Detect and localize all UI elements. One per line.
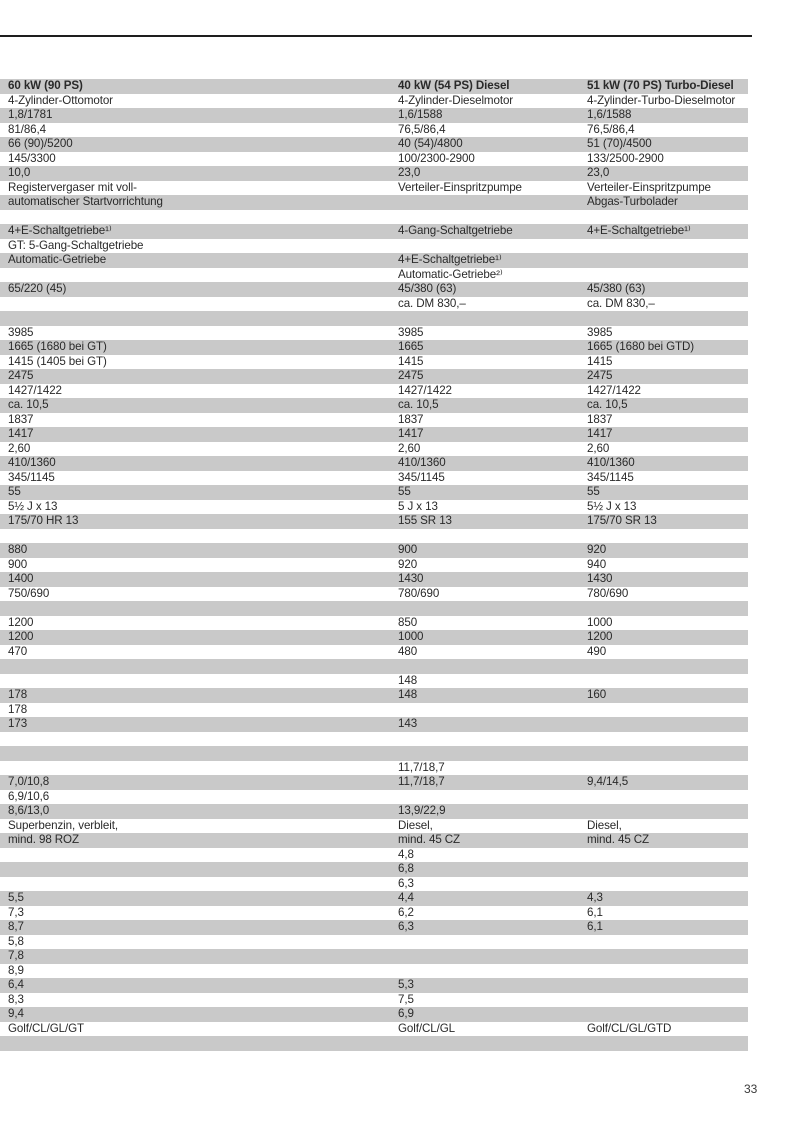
table-row <box>0 659 748 674</box>
table-row <box>0 674 748 689</box>
table-cell: Automatic-Getriebe²⁾ <box>398 267 503 281</box>
table-cell: 143 <box>398 717 418 730</box>
table-cell: 1000 <box>398 630 424 643</box>
table-cell: 148 <box>398 688 418 701</box>
table-row <box>0 471 748 486</box>
table-cell: 11,7/18,7 <box>398 775 445 788</box>
table-cell: 40 kW (54 PS) Diesel <box>398 79 510 92</box>
table-cell: 1427/1422 <box>8 383 62 397</box>
table-row <box>0 688 748 703</box>
table-row <box>0 703 748 718</box>
table-row <box>0 442 748 457</box>
table-row <box>0 790 748 805</box>
table-row <box>0 906 748 921</box>
table-cell: 175/70 SR 13 <box>587 514 657 527</box>
table-row <box>0 1036 748 1051</box>
table-cell: Abgas-Turbolader <box>587 195 678 208</box>
table-row <box>0 949 748 964</box>
table-cell: 1430 <box>587 572 613 585</box>
table-cell: 7,3 <box>8 905 24 919</box>
table-cell: ca. 10,5 <box>8 398 49 411</box>
table-cell: 1837 <box>8 412 34 426</box>
table-cell: Golf/CL/GL <box>398 1021 455 1035</box>
table-cell: 1427/1422 <box>587 383 641 397</box>
table-cell: 40 (54)/4800 <box>398 137 463 150</box>
table-row <box>0 224 748 239</box>
table-row <box>0 848 748 863</box>
table-row <box>0 485 748 500</box>
table-row <box>0 311 748 326</box>
table-row <box>0 239 748 254</box>
table-cell: 1415 <box>398 354 424 368</box>
table-cell: 750/690 <box>8 586 50 600</box>
table-row <box>0 427 748 442</box>
table-cell: 6,8 <box>398 862 414 875</box>
table-row <box>0 413 748 428</box>
table-cell: Verteiler-Einspritzpumpe <box>398 180 522 194</box>
table-cell: 1837 <box>398 412 424 426</box>
table-cell: 6,1 <box>587 920 603 933</box>
table-row <box>0 166 748 181</box>
table-cell: 6,2 <box>398 905 414 919</box>
table-header-row <box>0 79 748 94</box>
table-cell: 1400 <box>8 572 34 585</box>
table-cell: 60 kW (90 PS) <box>8 79 83 92</box>
table-row <box>0 514 748 529</box>
table-row <box>0 1022 748 1037</box>
table-cell: 2475 <box>587 369 613 382</box>
table-cell: ca. 10,5 <box>587 398 628 411</box>
table-cell: 66 (90)/5200 <box>8 137 73 150</box>
table-row <box>0 587 748 602</box>
table-cell: 145/3300 <box>8 151 56 165</box>
table-row <box>0 398 748 413</box>
table-cell: 345/1145 <box>8 470 55 484</box>
table-cell: 2,60 <box>398 441 421 455</box>
table-cell: 51 (70)/4500 <box>587 137 652 150</box>
table-row <box>0 558 748 573</box>
table-cell: 148 <box>398 673 418 687</box>
table-row <box>0 978 748 993</box>
table-cell: 5½ J x 13 <box>8 499 58 513</box>
table-cell: 6,3 <box>398 876 414 890</box>
table-cell: 1430 <box>398 572 424 585</box>
table-row <box>0 746 748 761</box>
table-cell: 2,60 <box>587 441 610 455</box>
table-cell: GT: 5-Gang-Schaltgetriebe <box>8 238 144 252</box>
table-cell: 9,4 <box>8 1007 24 1020</box>
table-row <box>0 268 748 283</box>
table-cell: 3985 <box>398 325 424 339</box>
table-cell: 55 <box>398 485 411 498</box>
table-cell: ca. DM 830,– <box>587 296 655 310</box>
table-row <box>0 384 748 399</box>
table-cell: 4+E-Schaltgetriebe¹⁾ <box>8 224 112 237</box>
table-cell: mind. 45 CZ <box>587 833 650 846</box>
table-row <box>0 993 748 1008</box>
table-cell: 13,9/22,9 <box>398 804 446 817</box>
table-cell: 2475 <box>8 369 34 382</box>
table-cell: 23,0 <box>398 166 421 179</box>
table-cell: 9,4/14,5 <box>587 775 629 788</box>
table-cell: 7,8 <box>8 949 24 962</box>
table-cell: 3985 <box>587 325 613 339</box>
table-cell: Superbenzin, verbleit, <box>8 818 118 832</box>
table-cell: 76,5/86,4 <box>587 122 635 136</box>
table-cell: 5 J x 13 <box>398 499 438 513</box>
table-cell: 940 <box>587 557 607 571</box>
table-cell: 175/70 HR 13 <box>8 514 79 527</box>
table-cell: 4,3 <box>587 891 603 904</box>
table-row <box>0 761 748 776</box>
table-row <box>0 964 748 979</box>
table-cell: 6,4 <box>8 978 24 991</box>
table-row <box>0 775 748 790</box>
table-cell: 410/1360 <box>398 456 446 469</box>
table-cell: 6,1 <box>587 905 603 919</box>
table-cell: 1665 <box>398 340 424 353</box>
table-row <box>0 108 748 123</box>
table-row <box>0 833 748 848</box>
table-cell: 4+E-Schaltgetriebe¹⁾ <box>398 253 502 266</box>
table-cell: 4-Zylinder-Dieselmotor <box>398 93 514 107</box>
table-cell: 1,6/1588 <box>587 108 632 121</box>
table-row <box>0 732 748 747</box>
table-row <box>0 500 748 515</box>
table-cell: 850 <box>398 615 418 629</box>
table-cell: 480 <box>398 644 418 658</box>
table-cell: 23,0 <box>587 166 610 179</box>
table-cell: 178 <box>8 688 28 701</box>
table-cell: 1200 <box>8 630 34 643</box>
table-row <box>0 717 748 732</box>
table-cell: 780/690 <box>587 586 629 600</box>
table-row <box>0 123 748 138</box>
table-cell: Golf/CL/GL/GTD <box>587 1021 672 1035</box>
top-rule <box>0 35 752 37</box>
table-cell: 5½ J x 13 <box>587 499 637 513</box>
table-cell: 900 <box>398 543 418 556</box>
table-cell: 1417 <box>8 427 34 440</box>
table-row <box>0 645 748 660</box>
table-cell: 1417 <box>398 427 424 440</box>
table-cell: 880 <box>8 543 28 556</box>
table-cell: 410/1360 <box>587 456 635 469</box>
table-cell: 345/1145 <box>398 470 445 484</box>
table-row <box>0 456 748 471</box>
table-cell: 6,9 <box>398 1007 414 1020</box>
table-cell: 65/220 (45) <box>8 282 67 295</box>
table-cell: 4-Gang-Schaltgetriebe <box>398 224 513 237</box>
table-cell: 45/380 (63) <box>587 282 646 295</box>
table-cell: 1200 <box>8 615 34 629</box>
table-cell: 6,3 <box>398 920 414 933</box>
table-cell: 1,8/1781 <box>8 108 53 121</box>
table-cell: 7,0/10,8 <box>8 775 50 788</box>
table-cell: 81/86,4 <box>8 122 46 136</box>
table-cell: Diesel, <box>398 818 433 832</box>
table-cell: 2,60 <box>8 441 31 455</box>
table-cell: 10,0 <box>8 166 31 179</box>
table-cell: 178 <box>8 702 28 716</box>
table-row <box>0 1007 748 1022</box>
table-cell: 8,7 <box>8 920 24 933</box>
table-row <box>0 355 748 370</box>
spec-table <box>0 79 748 1051</box>
table-cell: 1415 (1405 bei GT) <box>8 354 107 368</box>
table-row <box>0 94 748 109</box>
table-cell: 900 <box>8 557 28 571</box>
table-row <box>0 877 748 892</box>
table-cell: 1000 <box>587 615 613 629</box>
table-row <box>0 253 748 268</box>
table-cell: automatischer Startvorrichtung <box>8 195 163 208</box>
table-cell: 920 <box>398 557 418 571</box>
table-cell: 6,9/10,6 <box>8 789 50 803</box>
table-cell: 51 kW (70 PS) Turbo-Diesel <box>587 79 734 92</box>
table-cell: 5,8 <box>8 934 24 948</box>
table-cell: 1,6/1588 <box>398 108 443 121</box>
table-cell: Golf/CL/GL/GT <box>8 1021 85 1035</box>
table-row <box>0 195 748 210</box>
table-cell: 173 <box>8 717 28 730</box>
table-row <box>0 137 748 152</box>
table-cell: 11,7/18,7 <box>398 760 445 774</box>
page-number: 33 <box>744 1082 758 1096</box>
table-row <box>0 862 748 877</box>
table-cell: 1837 <box>587 412 613 426</box>
table-cell: ca. DM 830,– <box>398 296 466 310</box>
table-cell: Diesel, <box>587 818 622 832</box>
table-cell: 780/690 <box>398 586 440 600</box>
table-cell: 470 <box>8 644 28 658</box>
table-cell: ca. 10,5 <box>398 398 439 411</box>
table-cell: 55 <box>587 485 600 498</box>
table-cell: 4,4 <box>398 891 414 904</box>
table-cell: 5,3 <box>398 978 414 991</box>
table-row <box>0 369 748 384</box>
table-row <box>0 616 748 631</box>
table-cell: 76,5/86,4 <box>398 122 446 136</box>
table-cell: 2475 <box>398 369 424 382</box>
table-row <box>0 340 748 355</box>
table-row <box>0 601 748 616</box>
table-cell: 4-Zylinder-Turbo-Dieselmotor <box>587 93 736 107</box>
table-cell: 1200 <box>587 630 613 643</box>
table-cell: Registervergaser mit voll- <box>8 180 137 194</box>
table-row <box>0 630 748 645</box>
table-cell: 920 <box>587 543 607 556</box>
table-row <box>0 282 748 297</box>
table-cell: 55 <box>8 485 21 498</box>
table-cell: 345/1145 <box>587 470 634 484</box>
table-row <box>0 819 748 834</box>
table-row <box>0 210 748 225</box>
table-cell: 3985 <box>8 325 34 339</box>
table-cell: 1665 (1680 bei GT) <box>8 340 107 353</box>
table-row <box>0 543 748 558</box>
table-cell: 4-Zylinder-Ottomotor <box>8 93 113 107</box>
table-row <box>0 326 748 341</box>
table-row <box>0 297 748 312</box>
table-cell: 8,6/13,0 <box>8 804 50 817</box>
table-cell: 45/380 (63) <box>398 282 457 295</box>
table-cell: 155 SR 13 <box>398 514 452 527</box>
table-cell: Automatic-Getriebe <box>8 253 107 266</box>
table-row <box>0 935 748 950</box>
table-row <box>0 920 748 935</box>
table-cell: Verteiler-Einspritzpumpe <box>587 180 711 194</box>
table-row <box>0 152 748 167</box>
table-cell: mind. 98 ROZ <box>8 833 79 846</box>
table-cell: 410/1360 <box>8 456 56 469</box>
table-cell: mind. 45 CZ <box>398 833 461 846</box>
table-cell: 1427/1422 <box>398 383 452 397</box>
table-cell: 4,8 <box>398 847 414 861</box>
table-cell: 1665 (1680 bei GTD) <box>587 340 695 353</box>
table-row <box>0 529 748 544</box>
table-cell: 133/2500-2900 <box>587 151 664 165</box>
table-cell: 4+E-Schaltgetriebe¹⁾ <box>587 224 691 237</box>
table-cell: 7,5 <box>398 992 414 1006</box>
table-row <box>0 804 748 819</box>
table-row <box>0 891 748 906</box>
table-cell: 8,3 <box>8 992 24 1006</box>
table-cell: 5,5 <box>8 891 24 904</box>
table-cell: 160 <box>587 688 607 701</box>
table-cell: 1417 <box>587 427 613 440</box>
table-row <box>0 572 748 587</box>
table-cell: 8,9 <box>8 963 24 977</box>
table-cell: 490 <box>587 644 607 658</box>
table-cell: 1415 <box>587 354 613 368</box>
table-cell: 100/2300-2900 <box>398 151 475 165</box>
table-row <box>0 181 748 196</box>
